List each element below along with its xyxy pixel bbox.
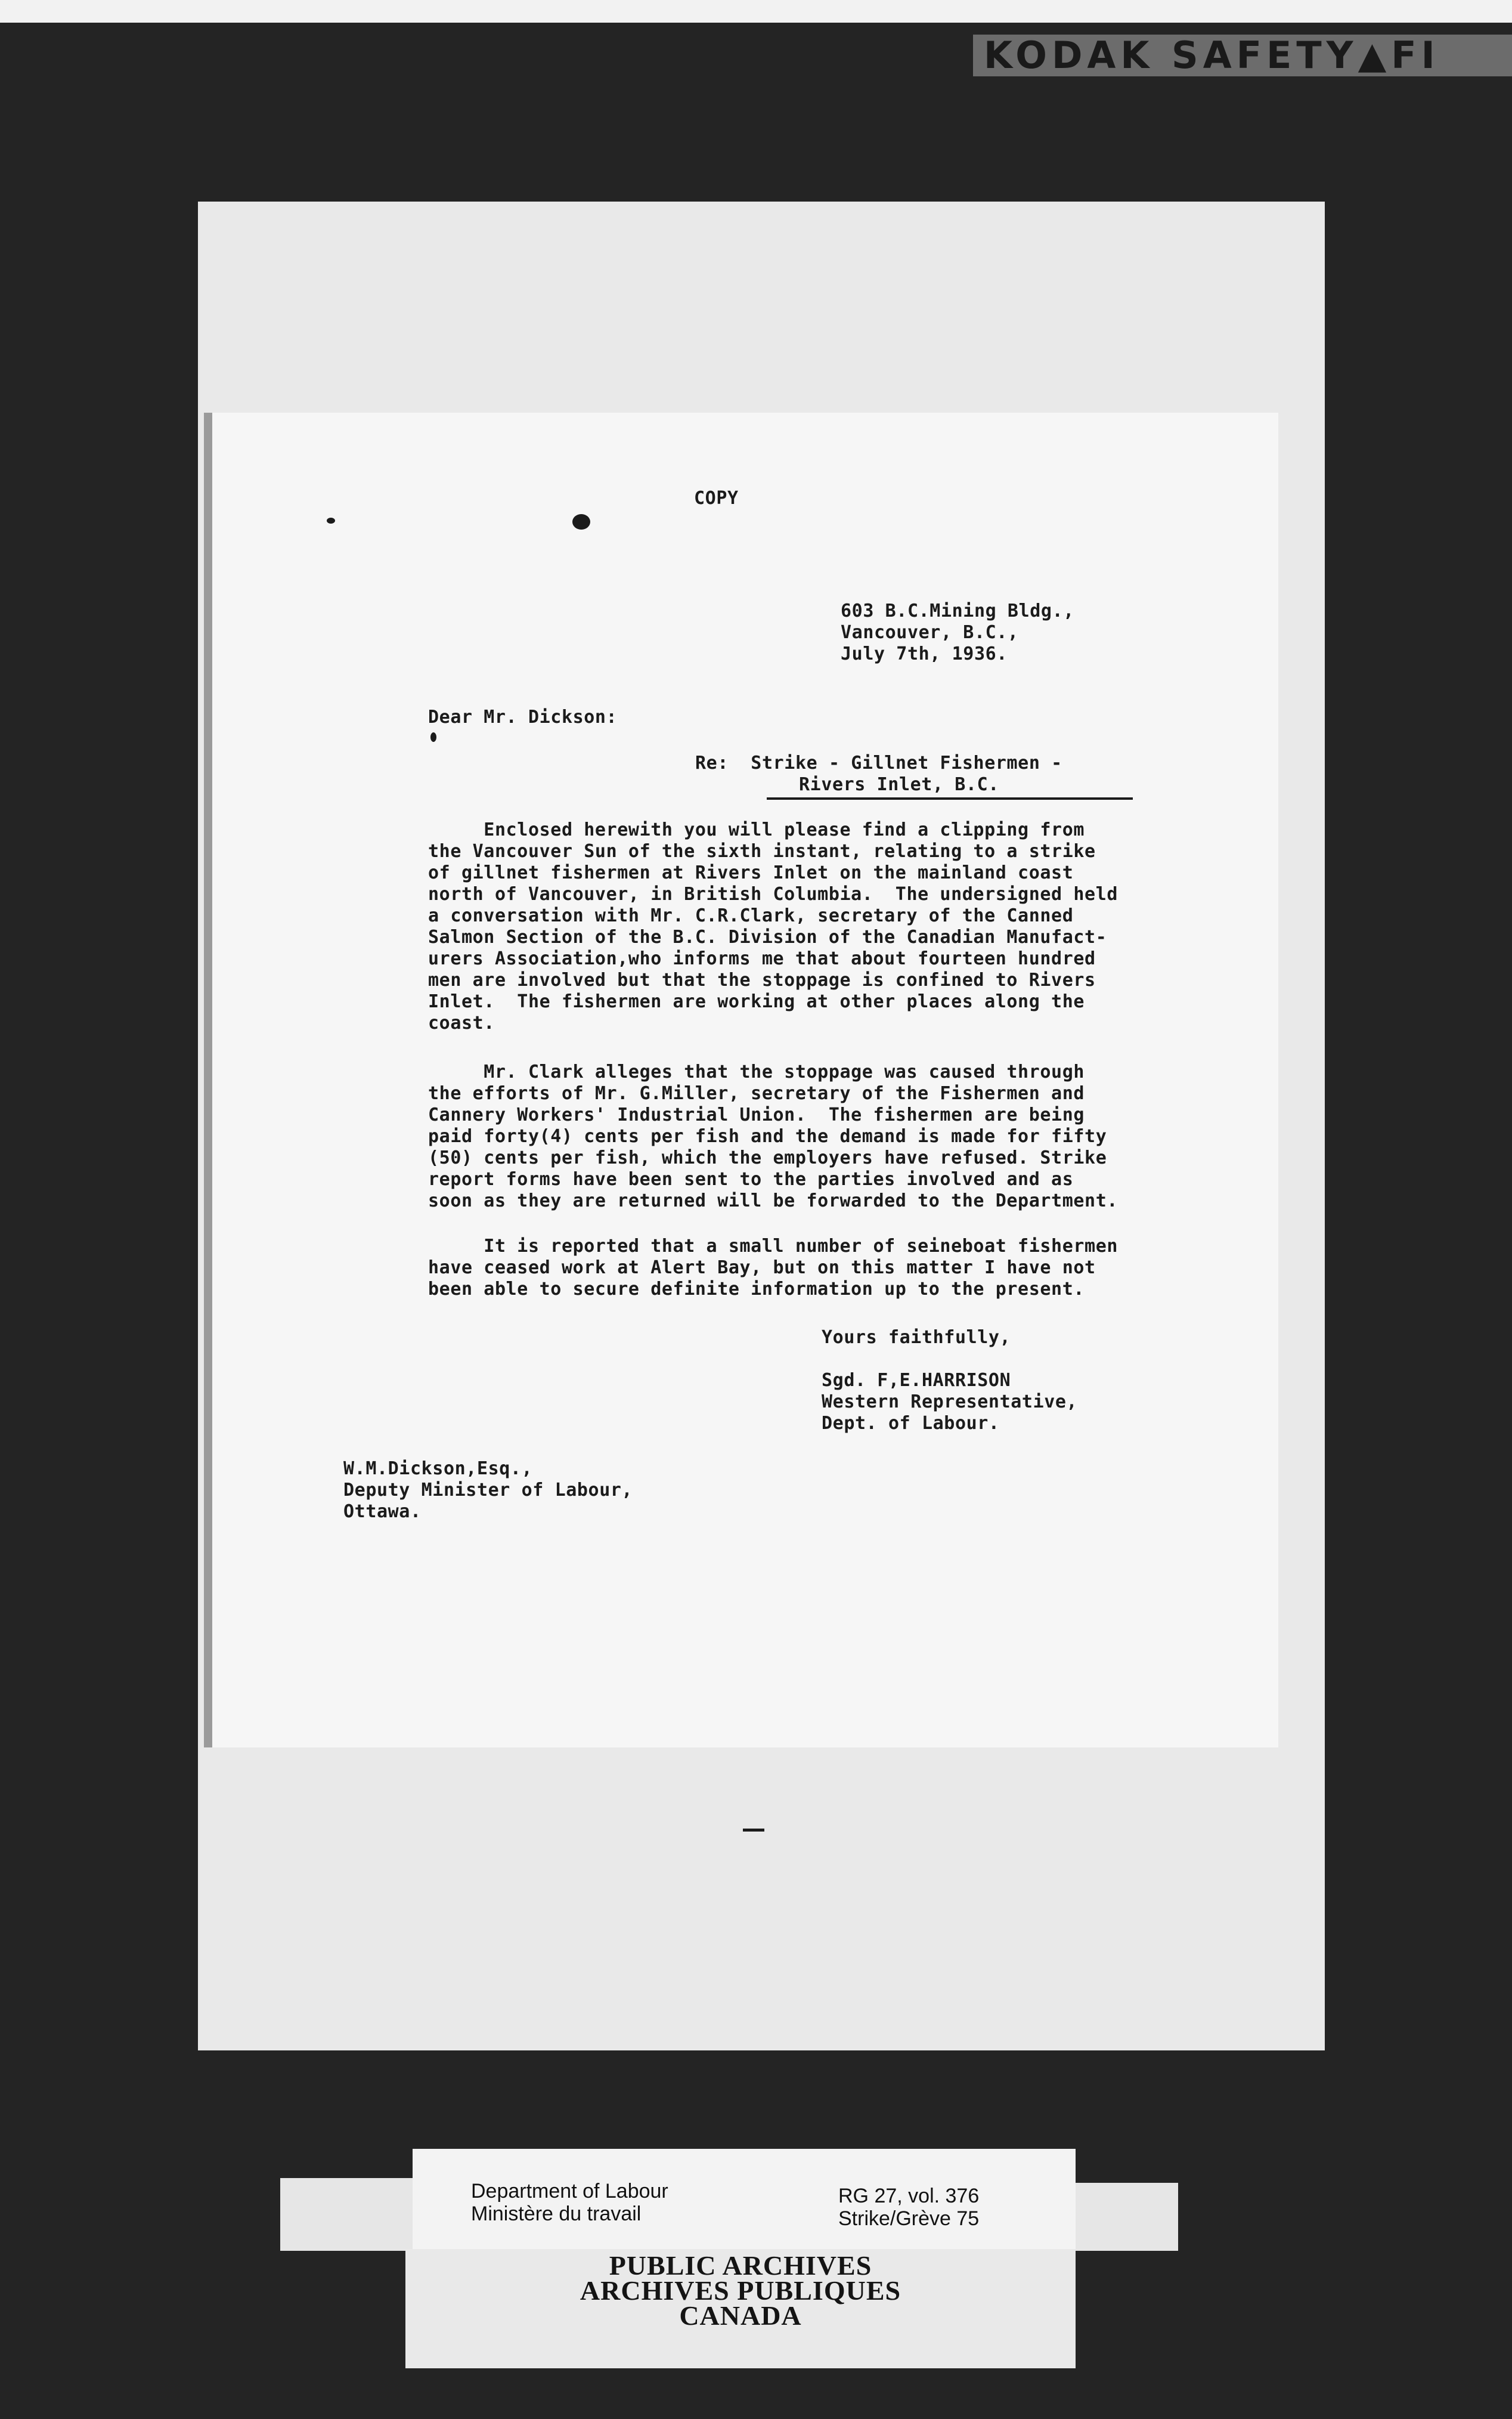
signature-line: Western Representative, bbox=[822, 1391, 1078, 1412]
body-line: the efforts of Mr. G.Miller, secretary of the Fishermen and bbox=[428, 1083, 1085, 1104]
body-line: (50) cents per fish, which the employers have refused. Strike bbox=[428, 1147, 1107, 1168]
recipient-line: W.M.Dickson,Esq., bbox=[343, 1458, 533, 1479]
archives-stamp bbox=[405, 2250, 1076, 2331]
subject-line: Re: Strike - Gillnet Fishermen - bbox=[695, 753, 1062, 774]
subject-line: Rivers Inlet, B.C. bbox=[799, 774, 999, 795]
sender-address-line: Vancouver, B.C., bbox=[841, 622, 1019, 643]
archives-stamp-line: ARCHIVES PUBLIQUES bbox=[580, 2275, 901, 2306]
body-line: Cannery Workers' Industrial Union. The fishermen are being bbox=[428, 1105, 1085, 1125]
sender-address-line: 603 B.C.Mining Bldg., bbox=[841, 601, 1074, 621]
body-line: soon as they are returned will be forwarded to the Department. bbox=[428, 1190, 1118, 1211]
subject-underline bbox=[767, 797, 1133, 800]
film-top-border bbox=[0, 0, 1512, 23]
ink-speck bbox=[327, 518, 335, 524]
body-line: Salmon Section of the B.C. Division of the Canadian Manufact- bbox=[428, 927, 1107, 948]
signature-line: Dept. of Labour. bbox=[822, 1413, 1000, 1434]
body-line: Enclosed herewith you will please find a clipping from bbox=[428, 819, 1085, 840]
body-line: of gillnet fishermen at Rivers Inlet on the mainland coast bbox=[428, 862, 1074, 883]
scan-mark bbox=[743, 1829, 764, 1832]
body-line: It is reported that a small number of seineboat fishermen bbox=[428, 1236, 1118, 1257]
archive-reference: RG 27, vol. 376 bbox=[838, 2185, 980, 2207]
body-line: a conversation with Mr. C.R.Clark, secretary of the Canned bbox=[428, 905, 1074, 926]
recipient-line: Ottawa. bbox=[343, 1501, 422, 1522]
body-line: the Vancouver Sun of the sixth instant, relating to a strike bbox=[428, 841, 1096, 862]
label-wing-left bbox=[280, 2178, 413, 2251]
body-line: report forms have been sent to the parties involved and as bbox=[428, 1169, 1074, 1190]
ink-speck bbox=[430, 732, 436, 742]
archives-stamp-line: PUBLIC ARCHIVES bbox=[609, 2250, 872, 2281]
body-line: men are involved but that the stoppage is confined to Rivers bbox=[428, 970, 1096, 991]
signature-line: Sgd. F,E.HARRISON bbox=[822, 1370, 1011, 1391]
archive-reference: Strike/Grève 75 bbox=[838, 2207, 980, 2230]
body-line: been able to secure definite information up to the present. bbox=[428, 1279, 1085, 1300]
body-line: paid forty(4) cents per fish and the demand is made for fifty bbox=[428, 1126, 1107, 1147]
department-english: Department of Labour bbox=[471, 2180, 668, 2203]
body-line: north of Vancouver, in British Columbia. The undersigned held bbox=[428, 884, 1118, 905]
salutation: Dear Mr. Dickson: bbox=[428, 707, 618, 728]
department-french: Ministère du travail bbox=[471, 2203, 642, 2225]
recipient-line: Deputy Minister of Labour, bbox=[343, 1480, 633, 1501]
label-wing-right bbox=[1076, 2183, 1178, 2251]
letter-date: July 7th, 1936. bbox=[841, 644, 1008, 664]
closing: Yours faithfully, bbox=[822, 1327, 1011, 1348]
body-line: urers Association,who informs me that about fourteen hundred bbox=[428, 948, 1096, 969]
body-line: Mr. Clark alleges that the stoppage was caused through bbox=[428, 1062, 1085, 1082]
body-line: coast. bbox=[428, 1013, 495, 1034]
body-line: Inlet. The fishermen are working at other places along the bbox=[428, 991, 1085, 1012]
ink-blot bbox=[572, 514, 590, 530]
archives-stamp-line: CANADA bbox=[679, 2300, 802, 2331]
letter-heading: COPY bbox=[694, 488, 739, 509]
body-line: have ceased work at Alert Bay, but on this matter I have not bbox=[428, 1257, 1096, 1278]
film-edge-brand: KODAK SAFETY▲FI bbox=[973, 35, 1512, 76]
